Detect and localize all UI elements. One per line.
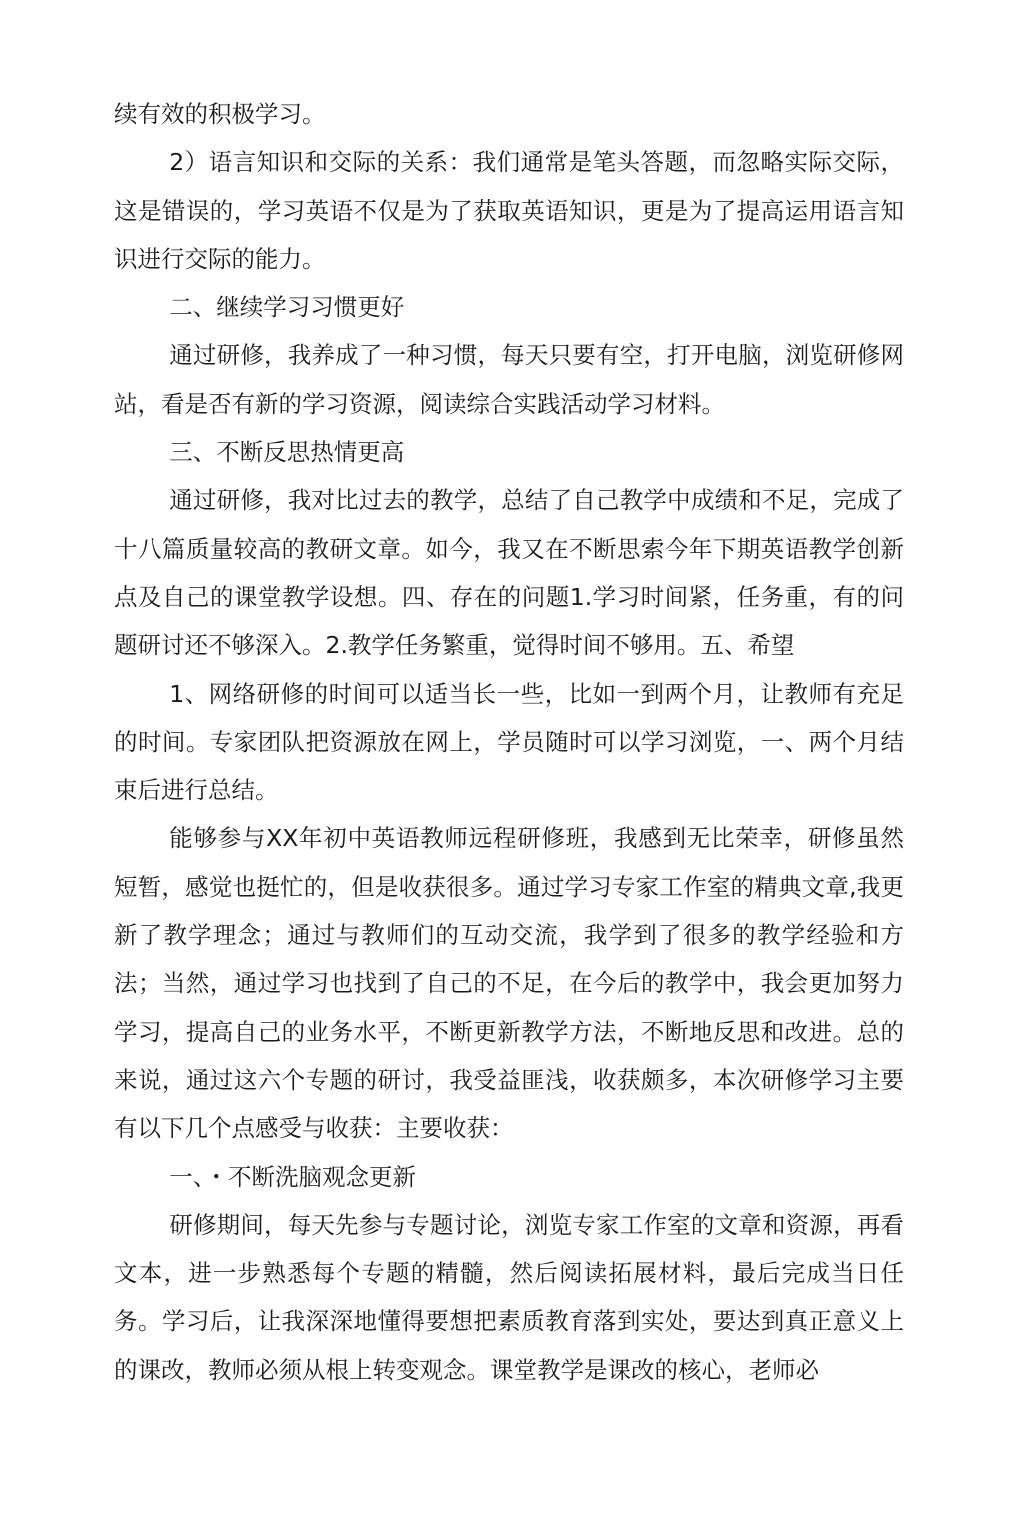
paragraph-suggestion: 1、网络研修的时间可以适当长一些，比如一到两个月，让教师有充足的时间。专家团队把资源放在网上，学员随时可以学习浏览，一、两个月结束后进行总结。 [114, 679, 904, 805]
heading-concept-update: 一、・不断洗脑观念更新 [169, 1162, 416, 1191]
heading-section-two: 二、继续学习习惯更好 [169, 293, 405, 322]
paragraph-continuation: 续有效的积极学习。 [114, 100, 326, 128]
document-body [114, 90, 904, 1394]
paragraph-training-summary: 能够参与XX年初中英语教师远程研修班，我感到无比荣幸，研修虽然短暂，感觉也挺忙的，但是收获很多。通过学习专家工作室的精典文章,我更新了教学理念；通过与教师们的互动交流，我学到了很多的教学经验和方法；当然，通过学习也找到了自己的不足，在今后的教学中，我会更加努力学习，提高自己的业务水平，不断更新教学方法，不断地反思和改进。总的来说，通过这六个专题的研讨，我受益匪浅，收获颇多，本次研修学习主要有以下几个点感受与收获：主要收获： [114, 824, 904, 1143]
heading-section-three: 三、不断反思热情更高 [169, 438, 405, 467]
paragraph-language-knowledge: 2）语言知识和交际的关系：我们通常是笔头答题，而忽略实际交际，这是错误的，学习英语不仅是为了获取英语知识，更是为了提高运用语言知识进行交际的能力。 [114, 148, 904, 273]
paragraph-study-habit: 通过研修，我养成了一种习惯，每天只要有空，打开电脑，浏览研修网站，看是否有新的学习资源，阅读综合实践活动学习材料。 [114, 341, 904, 418]
paragraph-reflection: 通过研修，我对比过去的教学，总结了自己教学中成绩和不足，完成了十八篇质量较高的教研文章。如今，我又在不断思索今年下期英语教学创新点及自己的课堂教学设想。四、存在的问题1.学习时间紧，任务重，有的问题研讨还不够深入。2.教学任务繁重，觉得时间不够用。五、希望 [114, 486, 904, 660]
paragraph-training-period: 研修期间，每天先参与专题讨论，浏览专家工作室的文章和资源，再看文本，进一步熟悉每个专题的精髓，然后阅读拓展材料，最后完成当日任务。学习后，让我深深地懂得要想把素质教育落到实处，要达到真正意义上的课改，教师必须从根上转变观念。课堂教学是课改的核心，老师必 [114, 1210, 904, 1384]
